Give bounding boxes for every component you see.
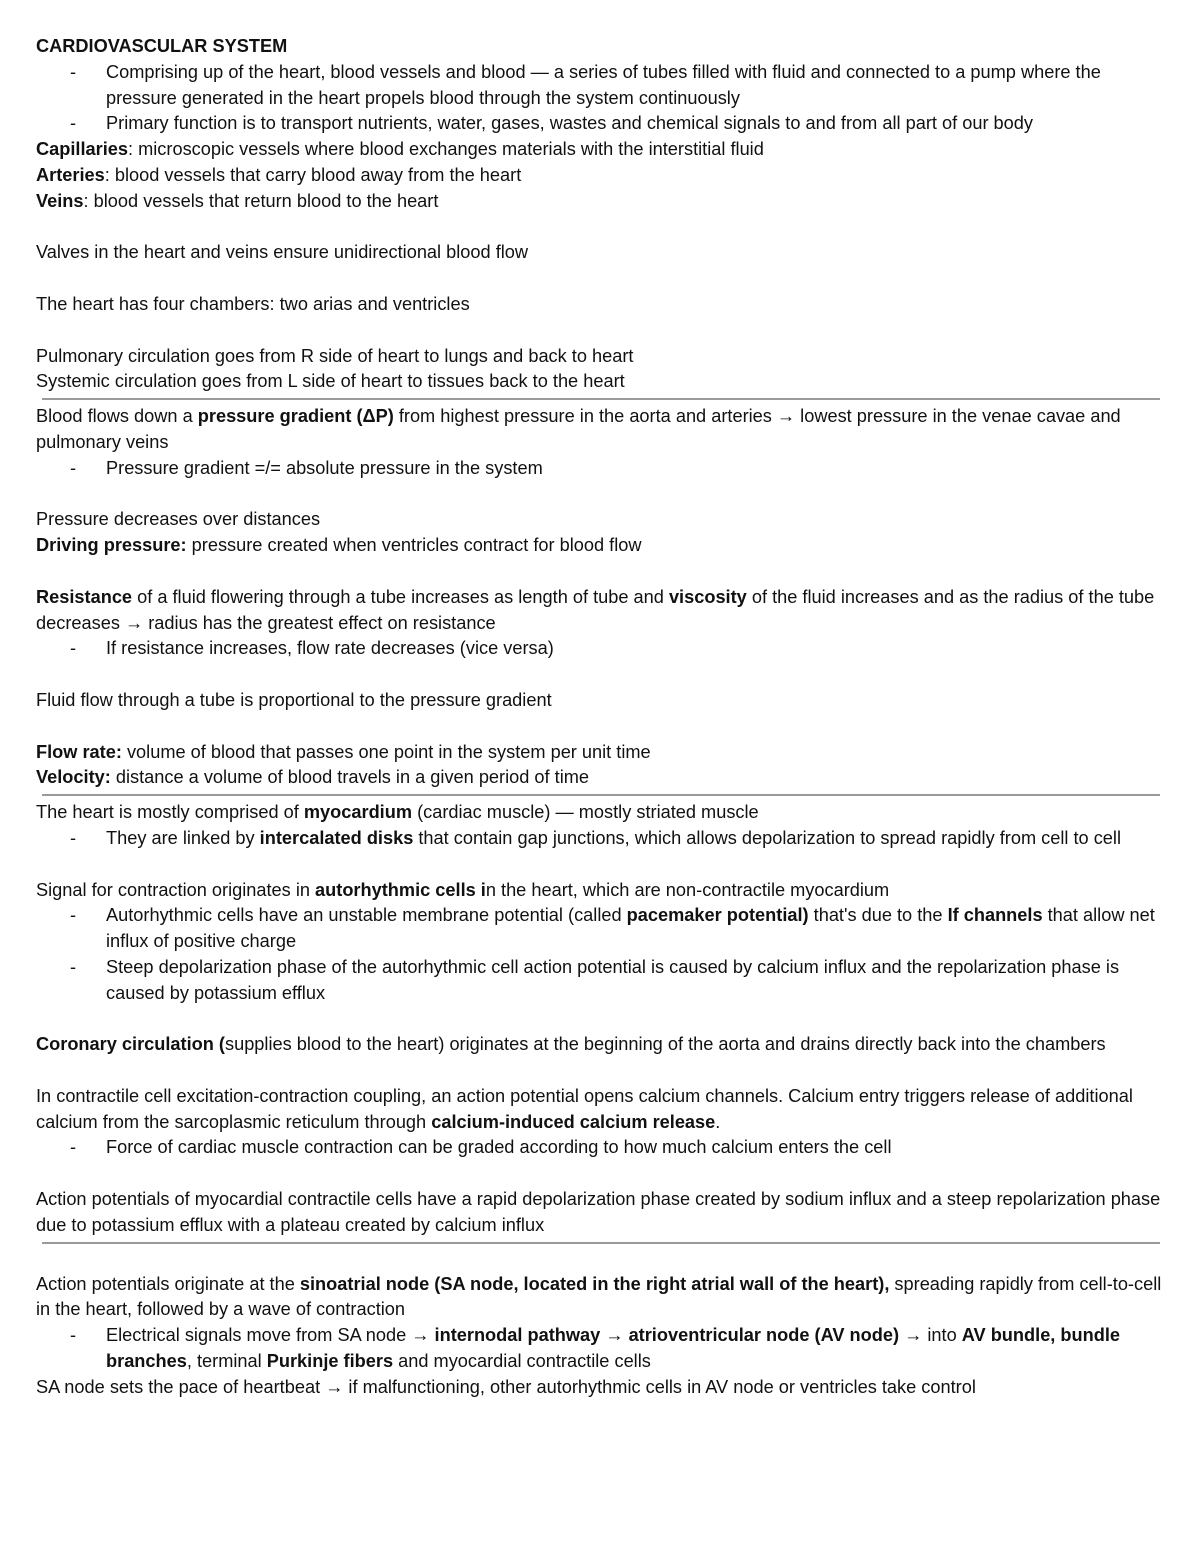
term: Veins (36, 190, 84, 211)
paragraph: Pressure decreases over distances (36, 509, 321, 530)
bullet-dash: - (70, 113, 77, 134)
term: Coronary circulation ( (36, 1034, 225, 1055)
definition-text: pressure created when ventricles contract for blood flow (186, 535, 642, 556)
term: Arteries (36, 164, 105, 185)
bullet-dash: - (70, 905, 77, 926)
paragraph: Fluid flow through a tube is proportional to the pressure gradient (36, 689, 552, 710)
text-run: spreading rapidly from cell-to-cell in the heart, followed by a wave of contraction (36, 1273, 1162, 1320)
text-run: and myocardial contractile cells (393, 1351, 651, 1372)
spacer (36, 266, 1166, 292)
bullet-text: Steep depolarization phase of the autorhythmic cell action potential is caused by calcium influx and the repolarization phase is caused by potassium efflux (106, 956, 1120, 1003)
list-item (36, 955, 1166, 1007)
definition-arteries (36, 163, 1166, 189)
text-run: The heart is mostly comprised of (36, 802, 304, 823)
list-item (36, 903, 1166, 955)
list-item (36, 456, 1166, 482)
text-run: that allow net influx of positive charge (106, 905, 1155, 952)
definition-text: volume of blood that passes one point in the system per unit time (121, 741, 651, 762)
list-item (36, 111, 1166, 137)
term: pacemaker potential) (626, 905, 809, 926)
text-run: Action potentials originate at the (36, 1273, 300, 1294)
spacer (36, 559, 1166, 585)
definition-flow-rate (36, 740, 1166, 766)
bullet-text: Force of cardiac muscle contraction can be graded according to how much calcium enters the cell (106, 1137, 892, 1158)
term: If channels (947, 905, 1043, 926)
text-run: (cardiac muscle) — mostly striated muscle (412, 802, 759, 823)
term: Purkinje fibers (266, 1351, 394, 1372)
term: myocardium (303, 802, 413, 823)
text-run: Signal for contraction originates in (36, 879, 316, 900)
term: intercalated disks (259, 827, 414, 848)
text-run: supplies blood to the heart) originates at the beginning of the aorta and drains directly back into the chambers (224, 1034, 1106, 1055)
spacer (36, 1161, 1166, 1187)
bullet-dash: - (70, 956, 77, 977)
paragraph (36, 878, 1166, 904)
section-divider (42, 398, 1160, 400)
spacer (36, 482, 1166, 508)
term: Flow rate: (36, 741, 122, 762)
paragraph: Pulmonary circulation goes from R side of heart to lungs and back to heart (36, 345, 634, 366)
list-item (36, 826, 1166, 852)
paragraph: SA node sets the pace of heartbeat → if malfunctioning, other autorhythmic cells in AV node or ventricles take control (36, 1376, 976, 1397)
text-run: → into (899, 1325, 962, 1346)
term: Capillaries (36, 139, 128, 160)
spacer (36, 1006, 1166, 1032)
definition-text: distance a volume of blood travels in a given period of time (110, 767, 590, 788)
bullet-dash: - (70, 638, 77, 659)
text-run: . (715, 1111, 721, 1132)
term: AV bundle, bundle branches (106, 1325, 1121, 1372)
paragraph: The heart has four chambers: two arias and ventricles (36, 293, 470, 314)
bullet-dash: - (70, 1137, 77, 1158)
paragraph: Action potentials of myocardial contractile cells have a rapid depolarization phase created by sodium influx and a steep repolarization phase due to potassium efflux with a plateau created by calcium influx (36, 1189, 1161, 1235)
paragraph (36, 1084, 1166, 1136)
paragraph (36, 585, 1166, 637)
text-run: that's due to the (808, 905, 948, 926)
definition-velocity (36, 765, 1166, 791)
list-item (36, 60, 1166, 112)
text-run: of the fluid increases and as the radius of the tube decreases → radius has the greatest effect on resistance (36, 586, 1155, 633)
text-run: They are linked by (106, 827, 260, 848)
definition-capillaries (36, 137, 1166, 163)
spacer (36, 662, 1166, 688)
term: atrioventricular node (AV node) (628, 1325, 900, 1346)
term: internodal pathway (434, 1325, 601, 1346)
paragraph (36, 404, 1166, 456)
bullet-dash: - (70, 827, 77, 848)
spacer (36, 1058, 1166, 1084)
list-item (36, 1135, 1166, 1161)
term: autorhythmic cells i (315, 879, 486, 900)
list-item (36, 1323, 1166, 1375)
text-run: of a fluid flowering through a tube increases as length of tube and (132, 586, 669, 607)
definition-text: : blood vessels that return blood to the heart (83, 190, 439, 211)
bullet-dash: - (70, 61, 77, 82)
paragraph (36, 800, 1166, 826)
term: Velocity: (36, 767, 111, 788)
term: viscosity (668, 586, 747, 607)
text-run: that contain gap junctions, which allows depolarization to spread rapidly from cell to cell (413, 827, 1121, 848)
list-item (36, 636, 1166, 662)
text-run: from highest pressure in the aorta and arteries → lowest pressure in the venae cavae and pulmonary veins (36, 406, 1121, 452)
paragraph (36, 1272, 1166, 1324)
term: Driving pressure: (36, 535, 187, 556)
term: sinoatrial node (SA node, located in the right atrial wall of the heart), (299, 1273, 890, 1294)
paragraph: Systemic circulation goes from L side of heart to tissues back to the heart (36, 371, 625, 392)
definition-driving-pressure (36, 533, 1166, 559)
spacer (36, 714, 1166, 740)
text-run: Autorhythmic cells have an unstable membrane potential (called (106, 905, 627, 926)
text-run: Electrical signals move from SA node → (106, 1325, 435, 1346)
bullet-dash: - (70, 457, 77, 478)
bullet-text: Comprising up of the heart, blood vessels and blood — a series of tubes filled with fluid and connected to a pump where the pressure generated in the heart propels blood through the system continuously (106, 61, 1101, 108)
text-run: → (600, 1325, 629, 1346)
text-run: n the heart, which are non-contractile myocardium (485, 879, 890, 900)
section-divider (42, 1242, 1160, 1244)
term: pressure gradient (ΔP) (197, 406, 394, 427)
bullet-text: If resistance increases, flow rate decreases (vice versa) (106, 638, 554, 659)
spacer (36, 318, 1166, 344)
text-run: In contractile cell excitation-contraction coupling, an action potential opens calcium channels. Calcium entry triggers release of additional calcium from the sarcoplasmic reticulum through (36, 1085, 1133, 1132)
bullet-dash: - (70, 1325, 77, 1346)
spacer (36, 852, 1166, 878)
bullet-text: Pressure gradient =/= absolute pressure in the system (106, 457, 543, 478)
text-run: , terminal (186, 1351, 267, 1372)
paragraph (36, 1032, 1166, 1058)
bullet-text: Primary function is to transport nutrients, water, gases, wastes and chemical signals to and from all part of our body (106, 113, 1033, 134)
spacer (36, 215, 1166, 241)
definition-text: : blood vessels that carry blood away from the heart (104, 164, 522, 185)
definition-veins (36, 189, 1166, 215)
text-run: Blood flows down a (36, 406, 198, 427)
term: calcium-induced calcium release (431, 1111, 716, 1132)
section-divider (42, 794, 1160, 796)
definition-text: : microscopic vessels where blood exchanges materials with the interstitial fluid (128, 139, 764, 160)
term: Resistance (36, 586, 133, 607)
paragraph: Valves in the heart and veins ensure unidirectional blood flow (36, 242, 529, 263)
document-title: CARDIOVASCULAR SYSTEM (36, 36, 288, 56)
